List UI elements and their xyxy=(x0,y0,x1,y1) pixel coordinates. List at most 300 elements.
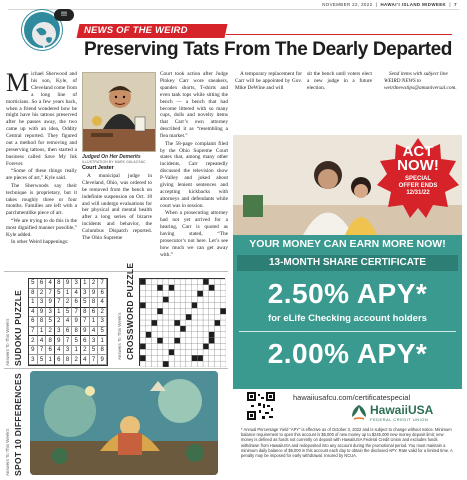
burst-act: ACT xyxy=(402,143,434,160)
crossword-cell xyxy=(186,355,192,361)
crossword-cell xyxy=(174,279,180,285)
crossword-cell xyxy=(209,361,215,367)
crossword-cell xyxy=(151,285,157,291)
crossword-cell xyxy=(163,279,169,285)
crossword-cell xyxy=(192,361,198,367)
crossword-cell xyxy=(215,291,221,297)
sudoku-cell: 6 xyxy=(81,336,90,346)
crossword-cell xyxy=(209,349,215,355)
sudoku-cell: 2 xyxy=(81,346,90,356)
crossword-cell xyxy=(197,349,203,355)
crossword-cell xyxy=(220,361,226,367)
sudoku-cell: 1 xyxy=(81,279,90,289)
article-paragraph: A temporary replacement for Carr will be appointed by Gov. Mike DeWine and will xyxy=(235,71,302,91)
crossword-cell xyxy=(180,349,186,355)
crossword-cell xyxy=(174,302,180,308)
crossword-label: CROSSWORD PUZZLE xyxy=(125,262,135,360)
crossword-cell xyxy=(197,302,203,308)
sudoku-cell: 7 xyxy=(29,327,38,337)
crossword-cell xyxy=(215,279,221,285)
qr-code-icon[interactable] xyxy=(247,392,275,420)
crossword-cell xyxy=(140,314,146,320)
sudoku-cell: 7 xyxy=(98,279,107,289)
crossword-cell xyxy=(192,285,198,291)
crossword-cell xyxy=(157,326,163,332)
sudoku-cell: 9 xyxy=(81,327,90,337)
crossword-cell xyxy=(157,338,163,344)
sudoku-cell: 2 xyxy=(29,336,38,346)
crossword-cell xyxy=(157,291,163,297)
sudoku-cell: 8 xyxy=(98,346,107,356)
crossword-cell xyxy=(203,285,209,291)
cartoon-credit: ILLUSTRATION BY MARK GALACSAC xyxy=(82,160,146,164)
crossword-cell xyxy=(140,332,146,338)
crossword-cell xyxy=(169,332,175,338)
crossword-cell xyxy=(180,291,186,297)
crossword-cell xyxy=(169,302,175,308)
sudoku-cell: 8 xyxy=(90,298,99,308)
sudoku-cell: 4 xyxy=(29,308,38,318)
sudoku-cell: 3 xyxy=(64,346,73,356)
article-column-5 xyxy=(307,71,372,92)
crossword-cell xyxy=(180,314,186,320)
crossword-cell xyxy=(220,332,226,338)
crossword-cell xyxy=(209,338,215,344)
sudoku-cell: 7 xyxy=(38,346,47,356)
crossword-cell xyxy=(163,302,169,308)
crossword-cell xyxy=(174,308,180,314)
dropcap: M xyxy=(6,68,30,97)
crossword-cell xyxy=(163,326,169,332)
offer-burst-text xyxy=(377,145,459,197)
crossword-cell xyxy=(146,308,152,314)
crossword-cell xyxy=(203,302,209,308)
crossword-cell xyxy=(215,314,221,320)
crossword-cell xyxy=(215,297,221,303)
crossword-cell xyxy=(140,285,146,291)
crossword-cell xyxy=(186,332,192,338)
sudoku-cell: 2 xyxy=(98,308,107,318)
article-column-2 xyxy=(82,165,152,243)
crossword-cell xyxy=(151,344,157,350)
sudoku-cell: 3 xyxy=(29,355,38,365)
sudoku-cell: 4 xyxy=(81,355,90,365)
crossword-cell xyxy=(203,326,209,332)
crossword-cell xyxy=(215,344,221,350)
crossword-cell xyxy=(203,349,209,355)
burst-special: SPECIAL xyxy=(404,176,431,182)
crossword-cell xyxy=(186,297,192,303)
article-paragraph: When a prosecuting attorney had not yet arrived for a hearing, Carr is quoted as having stated, “The prosecutor’s not here. Let’s see how much we can get away with.” xyxy=(160,210,228,258)
ad-url[interactable]: hawaiiusafcu.com/certificatespecial xyxy=(293,393,411,402)
sudoku-cell: 3 xyxy=(55,327,64,337)
crossword-cell xyxy=(140,279,146,285)
sudoku-cell: 8 xyxy=(29,289,38,299)
crossword-cell xyxy=(192,338,198,344)
article-column-1 xyxy=(6,68,78,247)
sudoku-cell: 5 xyxy=(29,279,38,289)
crossword-cell xyxy=(174,326,180,332)
crossword-cell xyxy=(140,302,146,308)
crossword-cell xyxy=(140,344,146,350)
sudoku-cell: 8 xyxy=(64,355,73,365)
kicker-rule xyxy=(226,34,452,35)
sudoku-cell: 8 xyxy=(72,327,81,337)
sudoku-cell: 7 xyxy=(72,308,81,318)
sudoku-cell: 3 xyxy=(72,279,81,289)
crossword-cell xyxy=(220,285,226,291)
sudoku-cell: 9 xyxy=(38,308,47,318)
sudoku-cell: 4 xyxy=(46,279,55,289)
crossword-cell xyxy=(174,297,180,303)
cartoon-illustration xyxy=(82,72,156,152)
crossword-cell xyxy=(157,349,163,355)
article-column-3 xyxy=(160,71,228,259)
sudoku-cell: 6 xyxy=(72,298,81,308)
article-column-6 xyxy=(384,71,458,92)
crossword-cell xyxy=(220,338,226,344)
crossword-cell xyxy=(180,355,186,361)
crossword-cell xyxy=(180,320,186,326)
crossword-cell xyxy=(163,297,169,303)
crossword-cell xyxy=(197,308,203,314)
article-column-4 xyxy=(235,71,302,92)
crossword-cell xyxy=(169,308,175,314)
crossword-cell xyxy=(197,344,203,350)
crossword-cell xyxy=(180,308,186,314)
kicker-text: NEWS OF THE WEIRD xyxy=(84,25,188,36)
sudoku-cell: 4 xyxy=(64,317,73,327)
crossword-cell xyxy=(215,361,221,367)
crossword-cell xyxy=(180,297,186,303)
sudoku-cell: 5 xyxy=(55,289,64,299)
crossword-cell xyxy=(146,314,152,320)
crossword-cell xyxy=(186,338,192,344)
headline: Preserving Tats From The Dearly Departed xyxy=(84,39,452,60)
issue-date: NOVEMBER 22, 2022 xyxy=(322,2,373,7)
crossword-cell xyxy=(203,355,209,361)
crossword-cell xyxy=(203,308,209,314)
crossword-cell xyxy=(146,285,152,291)
sudoku-cell: 5 xyxy=(81,298,90,308)
section-divider xyxy=(4,271,228,272)
crossword-cell xyxy=(174,285,180,291)
crossword-cell xyxy=(146,361,152,367)
sudoku-cell: 3 xyxy=(38,298,47,308)
crossword-cell xyxy=(180,332,186,338)
crossword-cell xyxy=(163,314,169,320)
crossword-cell xyxy=(174,344,180,350)
burst-offer-ends: OFFER ENDS xyxy=(398,183,438,189)
crossword-cell xyxy=(186,291,192,297)
sudoku-cell: 6 xyxy=(98,289,107,299)
ad-rate-condition: for eLife Checking account holders xyxy=(268,313,427,324)
crossword-cell xyxy=(220,320,226,326)
crossword-cell xyxy=(140,297,146,303)
crossword-cell xyxy=(146,291,152,297)
crossword-cell xyxy=(209,291,215,297)
crossword-cell xyxy=(197,291,203,297)
crossword-cell xyxy=(186,349,192,355)
sudoku-cell: 5 xyxy=(72,336,81,346)
sudoku-cell: 7 xyxy=(55,298,64,308)
crossword-cell xyxy=(169,314,175,320)
crossword-cell xyxy=(174,314,180,320)
crossword-cell xyxy=(146,332,152,338)
section-divider xyxy=(4,368,228,369)
sudoku-cell: 1 xyxy=(55,308,64,318)
crossword-cell xyxy=(169,344,175,350)
crossword-cell xyxy=(140,320,146,326)
crossword-cell xyxy=(140,349,146,355)
crossword-cell xyxy=(209,285,215,291)
crossword-cell xyxy=(203,314,209,320)
sudoku-cell: 6 xyxy=(55,355,64,365)
article-paragraph: The 58-page complaint filed by the Ohio Supreme Court states that, among many other incidents, Carr repeatedly discussed the television show P-Valley and joked about giving lenient sentences and accepting kickbacks with attorneys and defendants while court was in session. xyxy=(160,140,228,209)
crossword-cell xyxy=(157,314,163,320)
crossword-cell xyxy=(215,326,221,332)
sudoku-cell: 4 xyxy=(90,327,99,337)
article-paragraph: A municipal judge in Cleveland, Ohio, was ordered to be removed from the bench on indefinite suspension on Oct. 18 and will undergo evaluations for her physical and mental health after a long series of bizarre incidents and behavior, the Columbus Dispatch reported. The Ohio Supreme xyxy=(82,172,152,242)
crossword-cell xyxy=(174,320,180,326)
sudoku-cell: 4 xyxy=(98,298,107,308)
crossword-cell xyxy=(157,285,163,291)
credit-union-name: HawaiiUSA xyxy=(370,403,434,417)
sudoku-cell: 2 xyxy=(64,298,73,308)
crossword-cell xyxy=(197,338,203,344)
crossword-cell xyxy=(220,355,226,361)
sudoku-cell: 7 xyxy=(46,289,55,299)
dateline: NOVEMBER 22, 2022 | HAWAI‘I ISLAND MIDWEEK | 7 xyxy=(322,2,457,7)
crossword-cell xyxy=(197,361,203,367)
sudoku-cell: 9 xyxy=(72,317,81,327)
sudoku-cell: 8 xyxy=(55,279,64,289)
crossword-cell xyxy=(209,355,215,361)
crossword-cell xyxy=(192,297,198,303)
crossword-cell xyxy=(197,326,203,332)
crossword-grid xyxy=(139,278,225,366)
crossword-cell xyxy=(163,338,169,344)
page-number: 7 xyxy=(454,2,457,7)
article-lead: ichael Sherwood and his son, Kyle, of Cleveland come from a long line of morticians. So a few years back, when a friend wondered how he might have his tattoos preserved after he passes away, the two came up with an idea, Oddity Central reported. They figured out a method for removing and preserving tattoos, then started a business called Save My Ink Forever. xyxy=(6,71,78,167)
crossword-cell xyxy=(151,332,157,338)
crossword-cell xyxy=(151,355,157,361)
crossword-cell xyxy=(192,302,198,308)
crossword-cell xyxy=(209,332,215,338)
sudoku-cell: 3 xyxy=(81,289,90,299)
crossword-cell xyxy=(146,338,152,344)
crossword-cell xyxy=(151,320,157,326)
crossword-cell xyxy=(163,308,169,314)
sudoku-cell: 9 xyxy=(55,336,64,346)
crossword-cell xyxy=(220,308,226,314)
crossword-cell xyxy=(209,344,215,350)
crossword-cell xyxy=(192,349,198,355)
crossword-cell xyxy=(180,285,186,291)
section-kicker xyxy=(77,24,228,38)
crossword-cell xyxy=(140,291,146,297)
crossword-cell xyxy=(192,332,198,338)
credit-union-subtitle: FEDERAL CREDIT UNION xyxy=(370,417,429,422)
crossword-cell xyxy=(151,338,157,344)
crossword-cell xyxy=(163,332,169,338)
sudoku-cell: 1 xyxy=(29,298,38,308)
sudoku-cell: 5 xyxy=(38,355,47,365)
sudoku-cell: 4 xyxy=(72,289,81,299)
ad-rate-secondary: 2.00% APY* xyxy=(267,338,428,369)
header-rule xyxy=(8,9,459,10)
crossword-cell xyxy=(215,338,221,344)
crossword-cell xyxy=(180,344,186,350)
crossword-cell xyxy=(140,338,146,344)
crossword-cell xyxy=(192,355,198,361)
sudoku-cell: 8 xyxy=(38,317,47,327)
sudoku-cell: 7 xyxy=(81,317,90,327)
crossword-cell xyxy=(151,302,157,308)
sudoku-cell: 2 xyxy=(38,289,47,299)
crossword-cell xyxy=(192,326,198,332)
crossword-cell xyxy=(203,279,209,285)
spot-differences-image xyxy=(30,371,218,475)
tips-note: Send items with subject line WEIRD NEWS to weirdnewstips@amuniversal.com. xyxy=(384,71,457,91)
sudoku-cell: 1 xyxy=(72,346,81,356)
crossword-cell xyxy=(146,349,152,355)
crossword-cell xyxy=(169,338,175,344)
crossword-cell xyxy=(209,314,215,320)
sudoku-cell: 2 xyxy=(55,317,64,327)
article-paragraph: “We are trying to do this in the most dignified manner possible,” Kyle added. xyxy=(6,217,77,238)
crossword-cell xyxy=(157,320,163,326)
sudoku-cell: 4 xyxy=(55,346,64,356)
crossword-cell xyxy=(209,320,215,326)
crossword-cell xyxy=(169,349,175,355)
sudoku-cell: 9 xyxy=(46,298,55,308)
sudoku-cell: 6 xyxy=(29,317,38,327)
sudoku-cell: 7 xyxy=(64,336,73,346)
crossword-cell xyxy=(163,285,169,291)
crossword-cell xyxy=(220,279,226,285)
ad-rate-primary: 2.50% APY* xyxy=(267,278,428,309)
sudoku-cell: 5 xyxy=(46,317,55,327)
crossword-cell xyxy=(215,302,221,308)
sudoku-cell: 1 xyxy=(38,327,47,337)
sudoku-cell: 1 xyxy=(98,336,107,346)
crossword-cell xyxy=(197,314,203,320)
sudoku-grid xyxy=(28,278,108,366)
sudoku-cell: 5 xyxy=(98,327,107,337)
paper-name: HAWAI‘I ISLAND MIDWEEK xyxy=(380,2,447,7)
crossword-cell xyxy=(157,355,163,361)
sudoku-cell: 6 xyxy=(38,279,47,289)
crossword-cell xyxy=(140,361,146,367)
crossword-cell xyxy=(146,355,152,361)
crossword-cell xyxy=(209,302,215,308)
crossword-cell xyxy=(192,308,198,314)
sudoku-cell: 1 xyxy=(64,289,73,299)
sudoku-cell: 3 xyxy=(90,336,99,346)
crossword-cell xyxy=(186,344,192,350)
sudoku-cell: 1 xyxy=(46,355,55,365)
crossword-cell xyxy=(215,332,221,338)
crossword-cell xyxy=(180,338,186,344)
crossword-cell xyxy=(163,361,169,367)
crossword-cell xyxy=(203,332,209,338)
crossword-cell xyxy=(174,291,180,297)
crossword-cell xyxy=(197,279,203,285)
crossword-cell xyxy=(146,326,152,332)
crossword-cell xyxy=(151,291,157,297)
crossword-cell xyxy=(151,279,157,285)
crossword-cell xyxy=(140,326,146,332)
crossword-cell xyxy=(215,355,221,361)
crossword-cell xyxy=(203,338,209,344)
crossword-cell xyxy=(146,344,152,350)
crossword-cell xyxy=(169,291,175,297)
sudoku-cell: 5 xyxy=(90,346,99,356)
crossword-cell xyxy=(203,361,209,367)
crossword-cell xyxy=(146,320,152,326)
crossword-cell xyxy=(163,349,169,355)
sudoku-cell: 8 xyxy=(81,308,90,318)
sudoku-label: SUDOKU PUZZLE xyxy=(13,289,23,366)
sudoku-cell: 5 xyxy=(64,308,73,318)
sudoku-cell: 6 xyxy=(64,327,73,337)
sudoku-cell: 8 xyxy=(46,336,55,346)
crossword-cell xyxy=(174,349,180,355)
crossword-cell xyxy=(186,361,192,367)
crossword-cell xyxy=(163,355,169,361)
crossword-cell xyxy=(192,279,198,285)
crossword-answers-label: Answers To This Week’s xyxy=(117,312,122,360)
burst-date: 12/31/22 xyxy=(406,190,430,196)
crossword-cell xyxy=(220,291,226,297)
crossword-cell xyxy=(192,314,198,320)
crossword-cell xyxy=(157,361,163,367)
article-paragraph: In other Weird happenings: xyxy=(11,239,69,246)
crossword-cell xyxy=(151,349,157,355)
ad-product-band: 13-MONTH SHARE CERTIFICATE xyxy=(237,255,458,271)
sudoku-cell: 1 xyxy=(90,317,99,327)
sudoku-cell: 9 xyxy=(29,346,38,356)
crossword-cell xyxy=(186,302,192,308)
crossword-cell xyxy=(174,338,180,344)
crossword-cell xyxy=(169,279,175,285)
crossword-cell xyxy=(180,361,186,367)
crossword-cell xyxy=(174,332,180,338)
crossword-cell xyxy=(186,285,192,291)
crossword-cell xyxy=(220,349,226,355)
sudoku-cell: 4 xyxy=(38,336,47,346)
crossword-cell xyxy=(180,302,186,308)
crossword-cell xyxy=(163,291,169,297)
crossword-cell xyxy=(169,297,175,303)
crossword-cell xyxy=(192,344,198,350)
crossword-cell xyxy=(203,291,209,297)
crossword-cell xyxy=(215,285,221,291)
crossword-cell xyxy=(192,291,198,297)
crossword-cell xyxy=(197,355,203,361)
ad-divider xyxy=(239,331,456,332)
crossword-cell xyxy=(220,302,226,308)
crossword-cell xyxy=(169,326,175,332)
sudoku-cell: 3 xyxy=(98,317,107,327)
crossword-cell xyxy=(157,302,163,308)
crossword-cell xyxy=(157,308,163,314)
crossword-cell xyxy=(163,344,169,350)
article-paragraph: The Sherwoods say their technique is proprietary, but it takes roughly three or four months. Families are left with a parchmentlike piece of art. xyxy=(6,182,77,217)
sudoku-cell: 9 xyxy=(90,289,99,299)
article-paragraph: sit the bench until voters elect a new judge in a future election. xyxy=(307,71,372,91)
